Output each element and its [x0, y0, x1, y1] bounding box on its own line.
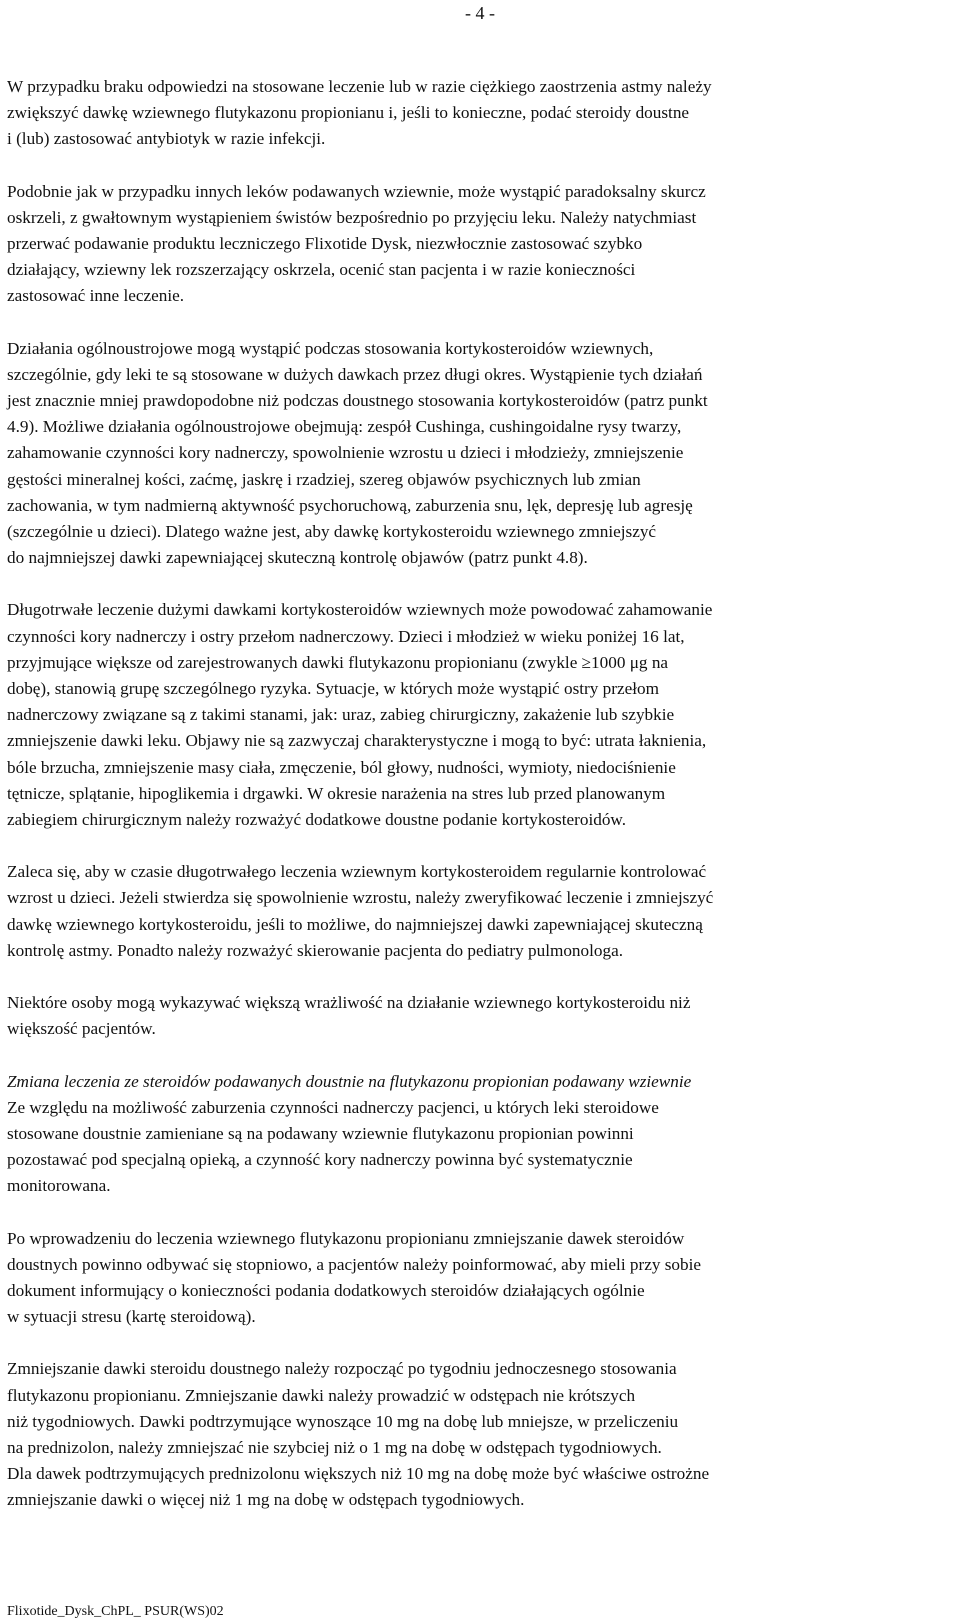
- text-line: do najmniejszej dawki zapewniającej skuteczną kontrolę objawów (patrz punkt 4.8).: [7, 548, 588, 568]
- text-line: 4.9). Możliwe działania ogólnoustrojowe obejmują: zespół Cushinga, cushingoidalne rysy twarzy,: [7, 417, 682, 437]
- text-line: Działania ogólnoustrojowe mogą wystąpić podczas stosowania kortykosteroidów wziewnych,: [7, 338, 654, 358]
- paragraph-asthma-exacerbation: [7, 74, 942, 153]
- paragraph-paradoxical-bronchospasm: [7, 179, 942, 310]
- text-line: (szczególnie u dzieci). Dlatego ważne jest, aby dawkę kortykosteroidu wziewnego zmniejszyć: [7, 522, 657, 542]
- document-footer: Flixotide_Dysk_ChPL_ PSUR(WS)02: [7, 1604, 224, 1619]
- text-line: dokument informujący o konieczności podania dodatkowych steroidów działających ogólnie: [7, 1280, 645, 1300]
- section-heading: Zmiana leczenia ze steroidów podawanych doustnie na flutykazonu propionian podawany wziewnie: [7, 1071, 692, 1091]
- text-line: pozostawać pod specjalną opieką, a czynność kory nadnerczy powinna być systematycznie: [7, 1150, 633, 1170]
- text-line: Zmniejszanie dawki steroidu doustnego należy rozpocząć po tygodniu jednoczesnego stosowania: [7, 1359, 677, 1379]
- text-line: nadnerczowy związane są z takimi stanami, jak: uraz, zabieg chirurgiczny, zakażenie lub szybkie: [7, 705, 675, 725]
- text-line: zastosować inne leczenie.: [7, 286, 185, 306]
- text-line: tętnicze, splątanie, hipoglikemia i drgawki. W okresie narażenia na stres lub przed planowanym: [7, 783, 666, 803]
- paragraph-dose-reduction-intro: [7, 1226, 942, 1331]
- paragraph-dose-reduction-schedule: [7, 1356, 942, 1513]
- text-line: Podobnie jak w przypadku innych leków podawanych wziewnie, może wystąpić paradoksalny skurcz: [7, 181, 706, 201]
- text-line: Po wprowadzeniu do leczenia wziewnego flutykazonu propionianu zmniejszanie dawek steroidów: [7, 1228, 685, 1248]
- text-line: Ze względu na możliwość zaburzenia czynności nadnerczy pacjenci, u których leki steroidowe: [7, 1097, 659, 1117]
- text-line: Niektóre osoby mogą wykazywać większą wrażliwość na działanie wziewnego kortykosteroidu niż: [7, 993, 691, 1013]
- text-line: oskrzeli, z gwałtownym wystąpieniem świstów bezpośrednio po przyjęciu leku. Należy natychmiast: [7, 207, 697, 227]
- text-line: zmniejszenie dawki leku. Objawy nie są zazwyczaj charakterystyczne i mogą to być: utrata łaknienia,: [7, 731, 707, 751]
- text-line: zachowania, w tym nadmierną aktywność psychoruchową, zaburzenia snu, lęk, depresję lub agresję: [7, 495, 693, 515]
- text-line: większość pacjentów.: [7, 1019, 156, 1039]
- paragraph-adrenal-suppression: [7, 597, 942, 833]
- text-line: zahamowanie czynności kory nadnerczy, spowolnienie wzrostu u dzieci i młodzieży, zmniejszenie: [7, 443, 684, 463]
- paragraph-oral-to-inhaled-switch: [7, 1069, 942, 1200]
- paragraph-growth-monitoring: [7, 859, 942, 964]
- text-line: działający, wziewny lek rozszerzający oskrzela, ocenić stan pacjenta i w razie konieczności: [7, 260, 636, 280]
- text-line: wzrost u dzieci. Jeżeli stwierdza się spowolnienie wzrostu, należy zweryfikować leczenie i zmniejszyć: [7, 888, 714, 908]
- text-line: zwiększyć dawkę wziewnego flutykazonu propionianu i, jeśli to konieczne, podać steroidy doustne: [7, 103, 690, 123]
- text-line: niż tygodniowych. Dawki podtrzymujące wynoszące 10 mg na dobę lub mniejsze, w przeliczeniu: [7, 1411, 679, 1431]
- text-line: gęstości mineralnej kości, zaćmę, jaskrę i rzadziej, szereg objawów psychicznych lub zmian: [7, 469, 641, 489]
- document-body: [7, 74, 942, 1514]
- text-line: doustnych powinno odbywać się stopniowo, a pacjentów należy poinformować, aby mieli przy sobie: [7, 1254, 702, 1274]
- text-line: i (lub) zastosować antybiotyk w razie infekcji.: [7, 129, 326, 149]
- text-line: Dla dawek podtrzymujących prednizolonu większych niż 10 mg na dobę może być właściwe ostrożne: [7, 1464, 710, 1484]
- text-line: na prednizolon, należy zmniejszać nie szybciej niż o 1 mg na dobę w odstępach tygodniowych.: [7, 1437, 662, 1457]
- text-line: szczególnie, gdy leki te są stosowane w dużych dawkach przez długi okres. Wystąpienie tych działań: [7, 364, 703, 384]
- paragraph-sensitivity: [7, 990, 942, 1042]
- text-line: przyjmujące większe od zarejestrowanych dawki flutykazonu propionianu (zwykle ≥1000 μg na: [7, 652, 669, 672]
- text-line: stosowane doustnie zamieniane są na podawany wziewnie flutykazonu propionian powinni: [7, 1123, 634, 1143]
- text-line: czynności kory nadnerczy i ostry przełom nadnerczowy. Dzieci i młodzież w wieku poniżej 16 lat,: [7, 626, 685, 646]
- text-line: dobę), stanowią grupę szczególnego ryzyka. Sytuacje, w których może wystąpić ostry przełom: [7, 679, 659, 699]
- text-line: zmniejszanie dawki o więcej niż 1 mg na dobę w odstępach tygodniowych.: [7, 1490, 525, 1510]
- text-line: dawkę wziewnego kortykosteroidu, jeśli to możliwe, do najmniejszej dawki zapewniającej skuteczną: [7, 914, 703, 934]
- text-line: kontrolę astmy. Ponadto należy rozważyć skierowanie pacjenta do pediatry pulmonologa.: [7, 940, 624, 960]
- text-line: W przypadku braku odpowiedzi na stosowane leczenie lub w razie ciężkiego zaostrzenia astmy należy: [7, 77, 712, 96]
- text-line: Zaleca się, aby w czasie długotrwałego leczenia wziewnym kortykosteroidem regularnie kontrolować: [7, 862, 707, 882]
- text-line: bóle brzucha, zmniejszenie masy ciała, zmęczenie, ból głowy, nudności, wymioty, niedociśnienie: [7, 757, 676, 777]
- page-number: - 4 -: [465, 3, 495, 23]
- text-line: monitorowana.: [7, 1176, 111, 1196]
- text-line: jest znacznie mniej prawdopodobne niż podczas doustnego stosowania kortykosteroidów (patrz punkt: [7, 391, 708, 411]
- text-line: przerwać podawanie produktu leczniczego Flixotide Dysk, niezwłocznie zastosować szybko: [7, 234, 643, 254]
- text-line: flutykazonu propionianu. Zmniejszanie dawki należy prowadzić w odstępach nie krótszych: [7, 1385, 636, 1405]
- paragraph-systemic-effects: [7, 336, 942, 572]
- text-line: w sytuacji stresu (kartę steroidową).: [7, 1307, 256, 1327]
- text-line: Długotrwałe leczenie dużymi dawkami kortykosteroidów wziewnych może powodować zahamowanie: [7, 600, 713, 620]
- text-line: zabiegiem chirurgicznym należy rozważyć dodatkowe doustne podanie kortykosteroidów.: [7, 810, 627, 830]
